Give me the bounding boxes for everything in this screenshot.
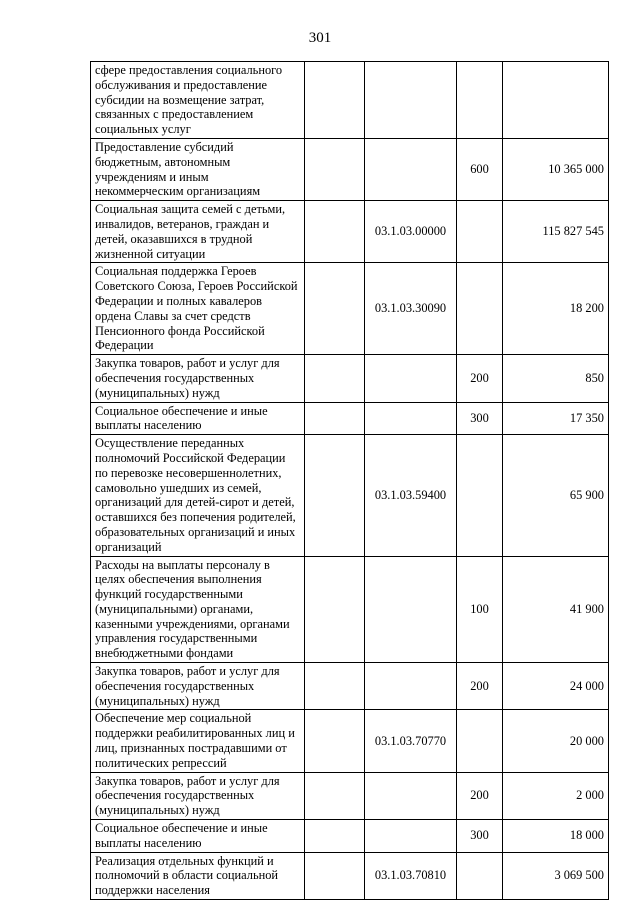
empty-cell (305, 772, 365, 819)
target-code-cell (365, 820, 457, 853)
table-row (91, 710, 609, 772)
expense-name-cell: Предоставление субсидий бюджетным, автономным учреждениям и иным некоммерческим организациям (91, 138, 305, 200)
empty-cell (305, 710, 365, 772)
expense-type-cell (457, 263, 503, 355)
target-code-cell (365, 772, 457, 819)
expense-name-cell: Социальное обеспечение и иные выплаты населению (91, 402, 305, 435)
table-row (91, 138, 609, 200)
empty-cell (305, 62, 365, 139)
expense-name-cell: Закупка товаров, работ и услуг для обеспечения государственных (муниципальных) нужд (91, 355, 305, 402)
expense-name-cell: Социальное обеспечение и иные выплаты населению (91, 820, 305, 853)
target-code-cell: 03.1.03.70770 (365, 710, 457, 772)
target-code-cell (365, 62, 457, 139)
expense-name-cell: Обеспечение мер социальной поддержки реабилитированных лиц и лиц, признанных пострадавшими от политических репрессий (91, 710, 305, 772)
expense-name-cell: Закупка товаров, работ и услуг для обеспечения государственных (муниципальных) нужд (91, 772, 305, 819)
amount-cell: 18 200 (503, 263, 609, 355)
table-row (91, 852, 609, 899)
expense-type-cell: 200 (457, 663, 503, 710)
amount-cell: 24 000 (503, 663, 609, 710)
budget-table-body (91, 62, 609, 900)
target-code-cell: 03.1.03.00000 (365, 201, 457, 263)
expense-name-cell: Социальная поддержка Героев Советского Союза, Героев Российской Федерации и полных кавалеров ордена Славы за счет средств Пенсионного фонда Российской Федерации (91, 263, 305, 355)
target-code-cell (365, 556, 457, 663)
expense-type-cell (457, 62, 503, 139)
target-code-cell (365, 355, 457, 402)
amount-cell: 20 000 (503, 710, 609, 772)
expense-type-cell: 600 (457, 138, 503, 200)
page-number: 301 (308, 30, 332, 46)
amount-cell: 850 (503, 355, 609, 402)
amount-cell: 2 000 (503, 772, 609, 819)
expense-name-cell: Реализация отдельных функций и полномочий в области социальной поддержки населения (91, 852, 305, 899)
table-row (91, 556, 609, 663)
expense-type-cell (457, 710, 503, 772)
expense-name-cell: сфере предоставления социального обслуживания и предоставление субсидии на возмещение затрат, связанных с предоставлением социальных услуг (91, 62, 305, 139)
empty-cell (305, 201, 365, 263)
expense-type-cell: 100 (457, 556, 503, 663)
table-row (91, 820, 609, 853)
empty-cell (305, 556, 365, 663)
amount-cell: 10 365 000 (503, 138, 609, 200)
empty-cell (305, 663, 365, 710)
amount-cell: 41 900 (503, 556, 609, 663)
target-code-cell (365, 402, 457, 435)
amount-cell: 17 350 (503, 402, 609, 435)
expense-type-cell: 200 (457, 772, 503, 819)
expense-name-cell: Закупка товаров, работ и услуг для обеспечения государственных (муниципальных) нужд (91, 663, 305, 710)
expense-type-cell: 200 (457, 355, 503, 402)
table-row (91, 435, 609, 556)
target-code-cell: 03.1.03.30090 (365, 263, 457, 355)
target-code-cell: 03.1.03.59400 (365, 435, 457, 556)
table-row (91, 62, 609, 139)
table-row (91, 263, 609, 355)
empty-cell (305, 435, 365, 556)
empty-cell (305, 852, 365, 899)
table-row (91, 402, 609, 435)
table-row (91, 355, 609, 402)
table-row (91, 772, 609, 819)
amount-cell: 65 900 (503, 435, 609, 556)
empty-cell (305, 138, 365, 200)
expense-type-cell: 300 (457, 820, 503, 853)
target-code-cell: 03.1.03.70810 (365, 852, 457, 899)
amount-cell: 18 000 (503, 820, 609, 853)
expense-name-cell: Осуществление переданных полномочий Российской Федерации по перевозке несовершеннолетних, самовольно ушедших из семей, организаций для детей-сирот и детей, оставшихся без попечения родителей, образовательных организаций и иных организаций (91, 435, 305, 556)
empty-cell (305, 263, 365, 355)
amount-cell: 3 069 500 (503, 852, 609, 899)
expense-type-cell (457, 852, 503, 899)
empty-cell (305, 355, 365, 402)
budget-table (90, 61, 609, 900)
amount-cell: 115 827 545 (503, 201, 609, 263)
target-code-cell (365, 138, 457, 200)
table-row (91, 663, 609, 710)
expense-name-cell: Социальная защита семей с детьми, инвалидов, ветеранов, граждан и детей, оказавшихся в трудной жизненной ситуации (91, 201, 305, 263)
expense-name-cell: Расходы на выплаты персоналу в целях обеспечения выполнения функций государственными (муниципальными) органами, казенными учреждениями, органами управления государственными внебюджетными фондами (91, 556, 305, 663)
expense-type-cell: 300 (457, 402, 503, 435)
table-row (91, 201, 609, 263)
amount-cell (503, 62, 609, 139)
target-code-cell (365, 663, 457, 710)
empty-cell (305, 402, 365, 435)
expense-type-cell (457, 435, 503, 556)
expense-type-cell (457, 201, 503, 263)
empty-cell (305, 820, 365, 853)
